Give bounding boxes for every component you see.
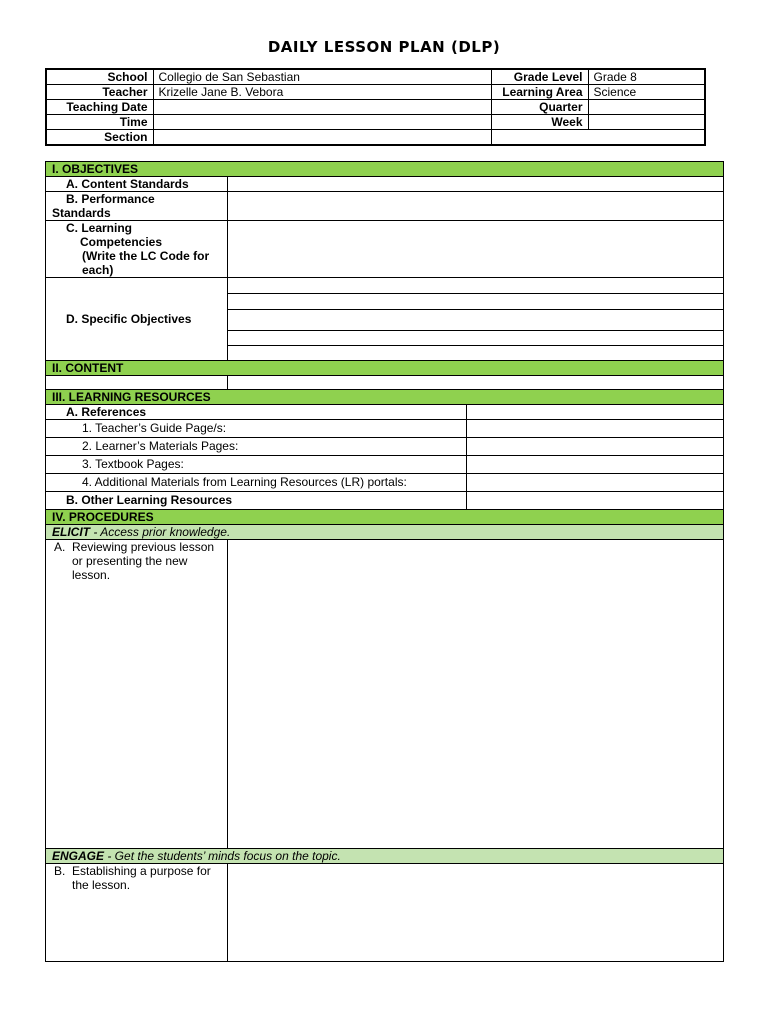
teacher-label: Teacher: [46, 85, 153, 100]
specific-objectives-row-1: [46, 278, 724, 294]
procedure-b-letter: B.: [54, 864, 66, 878]
week-field[interactable]: [588, 115, 705, 130]
procedure-b-row: [46, 864, 724, 962]
info-row-teacher: [46, 85, 705, 100]
specific-objective-field-1[interactable]: [228, 278, 724, 294]
procedure-b-line1: Establishing a purpose for: [72, 864, 211, 878]
lesson-info-table: [45, 68, 706, 146]
performance-standards-line1: B. Performance: [66, 192, 155, 206]
learners-materials-row: [46, 438, 724, 456]
references-label: A. References: [46, 405, 467, 420]
procedure-b-label: [46, 864, 228, 962]
lr-portal-label: 4. Additional Materials from Learning Resources (LR) portals:: [46, 474, 467, 492]
content-field[interactable]: [228, 376, 724, 390]
performance-standards-line2: Standards: [52, 206, 111, 220]
teaching-date-field[interactable]: [153, 100, 491, 115]
lc-line1: C. Learning: [66, 221, 133, 235]
resources-heading-row: [46, 390, 724, 405]
grade-level-field[interactable]: Grade 8: [588, 69, 705, 85]
references-field[interactable]: [467, 405, 724, 420]
procedure-a-line1: Reviewing previous lesson: [72, 540, 215, 554]
objectives-heading-row: [46, 162, 724, 177]
procedure-a-item: [54, 540, 227, 582]
lr-portal-row: [46, 474, 724, 492]
info-row-school: [46, 69, 705, 85]
procedures-heading-row: [46, 510, 724, 525]
procedure-b-text: [72, 864, 211, 892]
procedure-a-field[interactable]: [228, 540, 724, 849]
section-field[interactable]: [153, 130, 491, 146]
lr-portal-field[interactable]: [467, 474, 724, 492]
lc-line2: Competencies: [80, 235, 163, 249]
procedure-a-text: [72, 540, 214, 582]
info-blank-cell: [491, 130, 705, 146]
learners-materials-field[interactable]: [467, 438, 724, 456]
lc-line4: each): [82, 263, 114, 277]
section-label: Section: [46, 130, 153, 146]
procedure-a-line3: lesson.: [72, 568, 111, 582]
textbook-row: [46, 456, 724, 474]
specific-objective-field-5[interactable]: [228, 346, 724, 361]
procedure-b-item: [54, 864, 227, 892]
elicit-desc: - Access prior knowledge.: [90, 525, 231, 539]
content-label-cell: [46, 376, 228, 390]
teachers-guide-field[interactable]: [467, 420, 724, 438]
objectives-heading: I. OBJECTIVES: [46, 162, 724, 177]
procedure-b-field[interactable]: [228, 864, 724, 962]
specific-objective-field-2[interactable]: [228, 294, 724, 310]
page-title: DAILY LESSON PLAN (DLP): [267, 38, 501, 56]
content-standards-field[interactable]: [228, 177, 724, 192]
quarter-label: Quarter: [491, 100, 588, 115]
specific-objectives-label: D. Specific Objectives: [46, 278, 228, 361]
procedure-a-label: [46, 540, 228, 849]
learning-competencies-field[interactable]: [228, 221, 724, 278]
school-field[interactable]: Collegio de San Sebastian: [153, 69, 491, 85]
learning-competencies-row: [46, 221, 724, 278]
procedure-b-line2: the lesson.: [72, 878, 131, 892]
performance-standards-row: [46, 192, 724, 221]
specific-objective-field-4[interactable]: [228, 331, 724, 346]
resources-heading: III. LEARNING RESOURCES: [46, 390, 724, 405]
info-row-time: [46, 115, 705, 130]
textbook-field[interactable]: [467, 456, 724, 474]
learning-area-label: Learning Area: [491, 85, 588, 100]
performance-standards-label: [46, 192, 228, 221]
elicit-key: ELICIT: [52, 525, 90, 539]
teacher-field[interactable]: Krizelle Jane B. Vebora: [153, 85, 491, 100]
grade-level-label: Grade Level: [491, 69, 588, 85]
other-resources-label: B. Other Learning Resources: [46, 492, 467, 510]
teaching-date-label: Teaching Date: [46, 100, 153, 115]
week-label: Week: [491, 115, 588, 130]
elicit-heading: [46, 525, 724, 540]
time-field[interactable]: [153, 115, 491, 130]
references-row: [46, 405, 724, 420]
time-label: Time: [46, 115, 153, 130]
content-heading-row: [46, 361, 724, 376]
other-resources-field[interactable]: [467, 492, 724, 510]
teachers-guide-label: 1. Teacher’s Guide Page/s:: [46, 420, 467, 438]
procedure-a-row: [46, 540, 724, 849]
teachers-guide-row: [46, 420, 724, 438]
engage-heading: [46, 849, 724, 864]
content-row: [46, 376, 724, 390]
elicit-row: [46, 525, 724, 540]
other-resources-row: [46, 492, 724, 510]
specific-objective-field-3[interactable]: [228, 310, 724, 331]
content-standards-row: [46, 177, 724, 192]
procedures-heading: IV. PROCEDURES: [46, 510, 724, 525]
learning-competencies-label: [46, 221, 228, 278]
textbook-label: 3. Textbook Pages:: [46, 456, 467, 474]
engage-row: [46, 849, 724, 864]
lesson-plan-table: [45, 161, 724, 962]
performance-standards-field[interactable]: [228, 192, 724, 221]
engage-desc: - Get the students’ minds focus on the topic.: [104, 849, 341, 863]
lc-line3: (Write the LC Code for: [82, 249, 210, 263]
procedure-a-letter: A.: [54, 540, 66, 554]
quarter-field[interactable]: [588, 100, 705, 115]
info-row-section: [46, 130, 705, 146]
engage-key: ENGAGE: [52, 849, 105, 863]
learners-materials-label: 2. Learner’s Materials Pages:: [46, 438, 467, 456]
school-label: School: [46, 69, 153, 85]
content-heading: II. CONTENT: [46, 361, 724, 376]
procedure-a-line2: or presenting the new: [72, 554, 188, 568]
content-standards-label: A. Content Standards: [46, 177, 228, 192]
info-row-date: [46, 100, 705, 115]
learning-area-field[interactable]: Science: [588, 85, 705, 100]
